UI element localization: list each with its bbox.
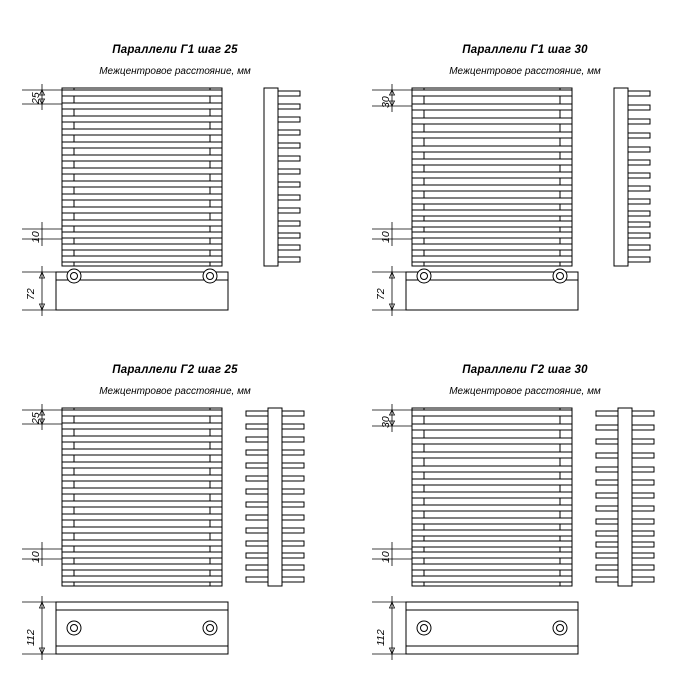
panel-title: Параллели Г1 шаг 25	[112, 44, 238, 56]
panel-g2-step25	[0, 350, 350, 700]
dimension-bottom-pitch: 10	[380, 551, 392, 563]
panel-g2-step30	[350, 350, 700, 700]
dimension-bottom-pitch: 10	[30, 551, 42, 563]
front-and-side-view	[350, 350, 700, 700]
dimension-top-pitch: 30	[380, 416, 392, 428]
dimension-top-pitch: 25	[30, 92, 42, 104]
panel-title: Параллели Г2 шаг 30	[462, 364, 588, 376]
dimension-depth: 72	[375, 288, 387, 300]
dimension-bottom-pitch: 10	[380, 231, 392, 243]
panel-subtitle: Межцентровое расстояние, мм	[449, 66, 601, 77]
panel-subtitle: Межцентровое расстояние, мм	[449, 386, 601, 397]
panel-g1-step30	[350, 0, 700, 350]
panel-title: Параллели Г2 шаг 25	[112, 364, 238, 376]
panel-g1-step25	[0, 0, 350, 350]
dimension-depth: 112	[25, 629, 37, 646]
dimension-depth: 112	[375, 629, 387, 646]
dimension-top-pitch: 30	[380, 96, 392, 108]
panel-subtitle: Межцентровое расстояние, мм	[99, 386, 251, 397]
front-and-side-view	[0, 350, 350, 700]
panel-subtitle: Межцентровое расстояние, мм	[99, 66, 251, 77]
dimension-bottom-pitch: 10	[30, 231, 42, 243]
dimension-depth: 72	[25, 288, 37, 300]
dimension-top-pitch: 25	[30, 412, 42, 424]
panel-title: Параллели Г1 шаг 30	[462, 44, 588, 56]
